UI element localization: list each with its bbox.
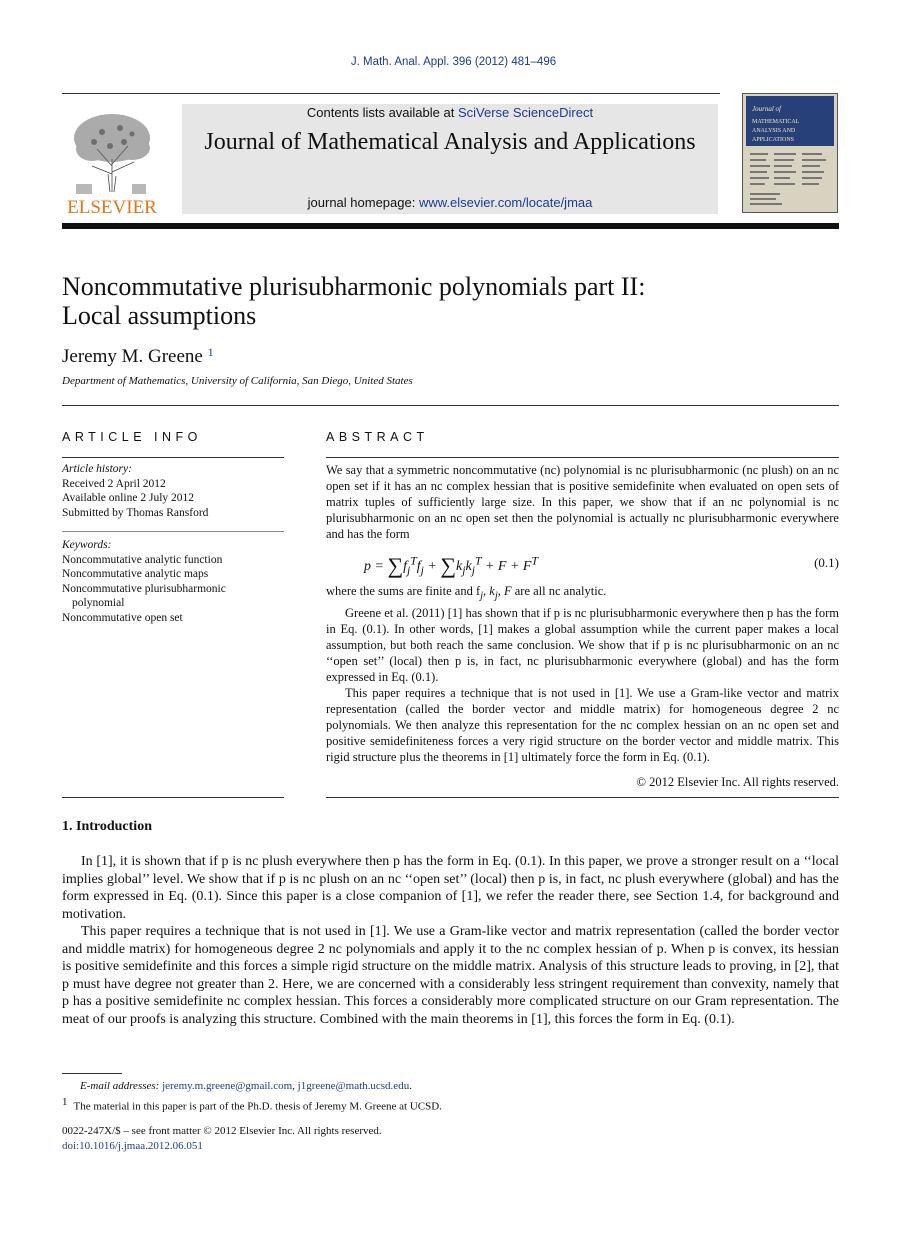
keyword-item: Noncommutative analytic maps <box>62 568 209 580</box>
footnote-1: $^1$ The material in this paper is part of the Ph.D. thesis of Jeremy M. Greene at UCSD. <box>62 1096 442 1113</box>
footnote-rule <box>62 1073 122 1074</box>
keyword-item: polynomial <box>72 597 125 609</box>
body-paragraph: In [1], it is shown that if p is nc plush everywhere then p has the form in Eq. (0.1). In this paper, we prove a stronger result on a ‘‘local implies global’’ level. We show that if p is nc plush on an nc ‘‘open set’’ (local) then p is, in fact, nc plush everywhere (global) and has the form expressed in Eq. (0.1). Since this paper is a close companion of [1], we refer the reader there, see Section 1.4, for background and motivation. <box>62 854 839 922</box>
equation-0-1 <box>326 551 839 579</box>
introduction-body <box>62 853 839 1028</box>
email-footnote: E-mail addresses: jeremy.m.greene@gmail.com, j1greene@math.ucsd.edu. <box>80 1080 412 1092</box>
section-rule <box>62 405 839 406</box>
abstract-paragraph: This paper requires a technique that is not used in [1]. We use a Gram-like vector and matrix representation (called the border vector and middle matrix) for homogeneous degree 2 nc polynomials. We then analyze this representation for the nc complex hessian on an nc open set and positive semidefiniteness forces a very rigid structure on the border vector and middle matrix. This rigid structure plus the theorems in [1] ultimately force the form in Eq. (0.1). <box>326 685 839 764</box>
email-link[interactable]: jeremy.m.greene@gmail.com <box>162 1080 293 1092</box>
front-matter-line: 0022-247X/$ – see front matter © 2012 Elsevier Inc. All rights reserved. <box>62 1125 382 1137</box>
abstract-paragraph: We say that a symmetric noncommutative (nc) polynomial is nc plurisubharmonic (nc plush) on an nc open set if it has an nc complex hessian that is positive semidefinite when evaluated on open sets of matrix tuples of sufficiently large size. In this paper, we show that if an nc polynomial is nc plurisubharmonic on an nc open set then the polynomial is actually nc plurisubharmonic everywhere and has the form <box>326 463 839 541</box>
contents-line: Contents lists available at SciVerse ScienceDirect <box>306 105 594 120</box>
elsevier-tree-icon <box>62 104 162 216</box>
history-item: Available online 2 July 2012 <box>62 492 195 504</box>
elsevier-wordmark: ELSEVIER <box>67 197 157 216</box>
cover-title-text: Journal of <box>752 105 781 113</box>
article-info-rule <box>62 797 284 798</box>
email-link[interactable]: j1greene@math.ucsd.edu <box>297 1080 410 1092</box>
journal-title: Journal of Mathematical Analysis and Applications <box>204 129 696 155</box>
article-history: Article history: Received 2 April 2012 Available online 2 July 2012 Submitted by Thomas Ransford <box>62 462 284 520</box>
equation-number: (0.1) <box>814 555 839 570</box>
homepage-link[interactable]: www.elsevier.com/locate/jmaa <box>418 195 593 210</box>
article-info-rule <box>62 531 284 532</box>
cover-title-text: MATHEMATICAL <box>752 119 800 125</box>
abstract-heading: ABSTRACT <box>326 430 429 444</box>
history-item: Submitted by Thomas Ransford <box>62 506 209 519</box>
article-info-heading: ARTICLE INFO <box>62 430 202 444</box>
author-name: Jeremy M. Greene $^1$ <box>62 345 214 367</box>
header-rule <box>62 93 720 94</box>
affiliation: Department of Mathematics, University of California, San Diego, United States <box>62 375 413 387</box>
header-thick-rule <box>62 223 839 229</box>
keyword-item: Noncommutative open set <box>62 611 183 624</box>
homepage-line: journal homepage: www.elsevier.com/locate/jmaa <box>307 195 593 210</box>
keywords-list: Keywords: Noncommutative analytic function Noncommutative analytic maps Noncommutative plurisubharmonic polynomial Noncommutative open set <box>62 538 284 625</box>
journal-cover-thumbnail[interactable] <box>742 93 838 213</box>
abstract-continuation: where the sums are finite and $f_j$, $k_j$, F are all nc analytic. Greene et al. (2011) [1] has shown that if p is nc plurisubharmonic everywhere then p has the form in Eq. (0.1). In other words, [1] makes a global assumption while the current paper makes a local assumption, but both reach the same conclusion. We show that if p is nc plurisubharmonic on an nc ‘‘open set’’ (local) then p is, in fact, nc plurisubharmonic everywhere (global) and has the form expressed in Eq. (0.1). This paper requires a technique that is not used in [1]. We use a Gram-like vector and matrix representation (called the border vector and middle matrix) for homogeneous degree 2 nc polynomials. We then analyze this representation for the nc complex hessian on an nc open set and positive semidefiniteness forces a very rigid structure on the border vector and middle matrix. This rigid structure plus the theorems in [1] ultimately force the form in Eq. (0.1). <box>326 584 839 764</box>
elsevier-logo[interactable] <box>62 104 162 216</box>
paper-title: Noncommutative plurisubharmonic polynomials part II: Local assumptions <box>62 272 646 330</box>
body-paragraph: This paper requires a technique that is not used in [1]. We use a Gram-like vector and matrix representation (called the border vector and middle matrix) for homogeneous degree 2 nc polynomials and apply it to the nc complex hessian of p. When p is convex, its hessian is positive semidefinite and this forces a simple rigid structure on the middle matrix. Analysis of this structure leads to proving, in [2], that p must have degree not greater than 2. Here, we are concerned with a considerably less stringent requirement than convexity, namely that p has a positive semidefinite nc complex hessian. This forces a considerably more complicated structure on our Gram representation. The meat of our proofs is analyzing this structure. Combined with the main theorems in [1], this forces the form in Eq. (0.1). <box>62 924 839 1027</box>
abstract-copyright: © 2012 Elsevier Inc. All rights reserved. <box>636 775 839 789</box>
introduction-heading: 1. Introduction <box>62 819 152 834</box>
article-info-rule <box>62 457 284 458</box>
keyword-item: Noncommutative plurisubharmonic <box>62 582 226 595</box>
history-item: Received 2 April 2012 <box>62 477 166 490</box>
abstract-paragraph: Greene et al. (2011) [1] has shown that if p is nc plurisubharmonic everywhere then p has the form in Eq. (0.1). In other words, [1] makes a global assumption while the current paper makes a local assumption, but both reach the same conclusion. We show that if p is nc plurisubharmonic on an nc ‘‘open set’’ (local) then p is, in fact, nc plurisubharmonic everywhere (global) and has the form expressed in Eq. (0.1). <box>326 605 839 684</box>
doi-link[interactable]: doi:10.1016/j.jmaa.2012.06.051 <box>62 1140 203 1152</box>
journal-citation[interactable]: J. Math. Anal. Appl. 396 (2012) 481–496 <box>350 56 557 68</box>
abstract-rule <box>326 457 839 458</box>
cover-title-text: APPLICATIONS <box>752 137 795 143</box>
sciencedirect-link[interactable]: SciVerse ScienceDirect <box>457 105 594 120</box>
cover-title-text: ANALYSIS AND <box>752 128 796 134</box>
equation-body: $p = \sum f_j^Tf_j + \sum k_jk_j^T + F + F^T$ <box>364 553 538 578</box>
keyword-item: Noncommutative analytic function <box>62 553 223 566</box>
author-footnote-marker[interactable]: 1 <box>207 345 214 359</box>
abstract-rule <box>326 797 839 798</box>
